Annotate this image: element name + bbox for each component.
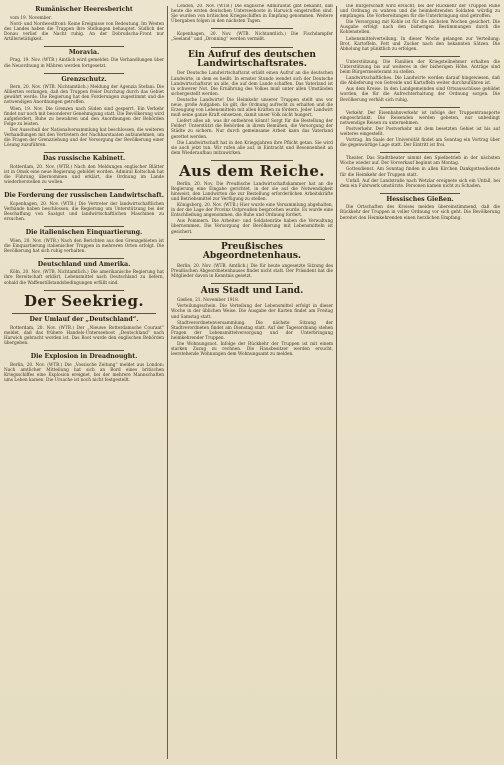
article-paragraph: Gießen, 21. November 1918.: [177, 298, 240, 304]
article-heading: Ein Aufruf des deutschen Landwirtschaftsrates.: [188, 49, 316, 69]
article-paragraph: Die Ortschaften des Kreises melden übereinstimmend, daß die Rückkehr der Truppen in voller Ordnung vor sich geht. Die Bevölkerung bereitet den Heimkehrenden einen herzlichen Empfang.: [340, 205, 500, 221]
section-divider: [380, 107, 460, 108]
article-heading: Aus Stadt und Land.: [200, 285, 304, 296]
article-paragraph: Rotterdam, 20. Nov. (WTB.) Nach den Meldungen englischer Blätter ist in Omsk eine neue Regierung gebildet worden. Admiral Koltschak hat die Führung übernommen und erklärt, die Ordnung im Lande wiederherstellen zu wollen.: [4, 164, 164, 186]
section-divider: [44, 226, 124, 227]
section-divider: [44, 258, 124, 259]
article-paragraph: Die Versorgung mit Kohle ist für die nächsten Wochen gesichert. Die Ausgabe erfolgt nach den bisherigen Bestimmungen durch die Kohlenstellen.: [340, 20, 500, 36]
article-paragraph: Vortrag. Im Saale der Universität findet am Sonntag ein Vortrag über die gegenwärtige Lage statt. Der Eintritt ist frei.: [340, 138, 500, 149]
column-rule: [336, 6, 337, 759]
section-divider: [44, 152, 124, 153]
article-heading: Die italienischen Einquartierung.: [25, 229, 143, 237]
article-heading: Der Umlauf der „Deutschland“.: [29, 316, 139, 324]
article-paragraph: Prag, 19. Nov. (WTB.) Amtlich wird gemeldet: Die Verhandlungen über die Neuordnung in Mähren werden fortgesetzt.: [4, 58, 164, 69]
article-paragraph: London, 20. Nov. (WTB.) Die englische Admiralität gibt bekannt, daß heute die ersten deutschen Unterseeboote in Harwich eingetroffen sind. Sie wurden von britischen Kriegsschiffen in Empfang genommen. Weitere Übergaben folgen in den nächsten Tagen.: [171, 4, 333, 25]
section-divider: [44, 290, 124, 291]
article: [171, 51, 333, 156]
article-paragraph: Unfall. Auf der Landstraße nach Wetzlar ereignete sich ein Unfall, bei dem ein Fuhrwerk umstürzte. Personen kamen nicht zu Schaden.: [340, 178, 500, 189]
article-paragraph: Verkehr. Der Eisenbahnverkehr ist infolge der Truppentransporte eingeschränkt. Die Reisenden werden gebeten, nur unbedingt notwendige Reisen zu unternehmen.: [340, 110, 500, 126]
section-divider: [211, 160, 293, 161]
article-heading: Rumänischer Heeresbericht: [35, 6, 133, 13]
article-paragraph: Postverkehr. Der Postverkehr mit dem besetzten Gebiet ist bis auf weiteres eingestellt.: [340, 126, 500, 137]
article-heading: Die Forderung der russischen Landwirtschaft.: [4, 192, 164, 200]
article-paragraph: Unterstützung. Die Familien der Kriegsteilnehmer erhalten die Unterstützung bis auf weiteres in der bisherigen Höhe. Anträge sind beim Bürgermeisteramt zu stellen.: [340, 59, 500, 76]
article-paragraph: vom 19. November.: [10, 15, 52, 21]
article-paragraph: Die Bürgerschaft wird ersucht, bei der Rückkehr der Truppen Ruhe und Ordnung zu wahren und die heimkehrenden Soldaten würdig zu empfangen. Die Vorbereitungen für die Unterbringung sind getroffen.: [340, 4, 500, 20]
column-rule: [167, 6, 168, 759]
column-2: [171, 4, 333, 763]
article-paragraph: Theater. Das Stadttheater nimmt den Spielbetrieb in der nächsten Woche wieder auf. Der Vorverkauf beginnt am Montag.: [340, 156, 500, 167]
article-heading: Preußisches Abgeordnetenhaus.: [202, 241, 302, 262]
section-divider: [44, 46, 124, 47]
article: [4, 230, 164, 254]
article-paragraph: Liefert alles ab, was ihr entbehren könnt! Sorgt für die Bestellung der Felder! Unterstützt die Behörden in ihrem Bemühen, die Versorgung der Städte zu sichern. Nur durch gemeinsame Arbeit kann das Vaterland gerettet werden.: [171, 119, 333, 140]
article: [340, 156, 500, 189]
article-paragraph: Berlin, 20. Nov. (WTB.) Die „Vossische Zeitung“ meldet aus London: Nach amtlicher Mitteilung hat sich an Bord eines britischen Kriegsschiffes eine Explosion ereignet, bei der mehrere Mannschaften ums Leben kamen. Die Ursache ist noch nicht festgestellt.: [4, 362, 164, 383]
article: [4, 77, 164, 149]
article: [171, 243, 333, 279]
article: [4, 262, 164, 286]
article-paragraph: Kopenhagen, 20. Nov. (WTB.) Die Vertreter der landwirtschaftlichen Verbände haben beschlossen, die Regierung um Unterstützung bei der Beschaffung von Saatgut und landwirtschaftlichen Maschinen zu ersuchen.: [4, 201, 164, 222]
section-divider: [380, 56, 460, 57]
article-paragraph: Wien, 20. Nov. (WTB.) Nach den Berichten aus den Grenzgebieten ist die Einquartierung italienischer Truppen in mehreren Orten erfolgt. Die Bevölkerung hat sich ruhig verhalten.: [4, 238, 164, 254]
article-paragraph: Die Landwirtschaft hat in den Kriegsjahren ihre Pflicht getan. Sie wird sie auch jetzt tun. Wir rufen alle auf, in Eintracht und Besonnenheit an dem Wiederaufbau mitzuwirken.: [171, 140, 333, 156]
article-paragraph: Berlin, 20. Nov. Die Preußische Landwirtschaftskammer hat an die Regierung eine Eingabe gerichtet, in der sie auf die Notwendigkeit hinweist, den Landwirten die zur Bestellung erforderlichen Arbeitskräfte und Betriebsmittel zur Verfügung zu stellen.: [171, 181, 333, 202]
column-1: [4, 4, 164, 763]
article: [171, 4, 333, 24]
column-3: [340, 4, 500, 763]
article: [171, 287, 333, 357]
article-paragraph: Verteilungsschein. Die Verteilung der Lebensmittel erfolgt in dieser Woche in der üblichen Weise. Die Ausgabe der Karten findet am Freitag und Samstag statt.: [171, 304, 333, 320]
section-divider: [12, 313, 156, 314]
article-heading: Moravia.: [68, 48, 100, 56]
article: [340, 60, 500, 103]
article-heading: Deutschland und Amerika.: [37, 260, 131, 268]
article-paragraph: Kopenhagen, 20. Nov. (WTB. Nichtamtlich.) Die Fischdampfer „Seeland“ und „Dronning“ werden vermißt.: [171, 32, 333, 43]
article: [4, 193, 164, 222]
article-paragraph: Wien, 19. Nov. Die Grenzen nach Süden sind gesperrt. Ein Verkehr findet nur noch mit besonderer Genehmigung statt. Die Bevölkerung wird aufgefordert, Ruhe zu bewahren und den Anordnungen der Behörden Folge zu leisten.: [4, 106, 164, 127]
article-paragraph: Berlin, 20. Nov. (WTB. Amtlich.) Die für heute angesetzte Sitzung des Preußischen Abgeordnetenhauses findet nicht statt. Der Präsident hat die Mitglieder davon in Kenntnis gesetzt.: [171, 263, 333, 279]
article: [4, 317, 164, 346]
article-paragraph: Gottesdienst. Am Sonntag finden in allen Kirchen Dankgottesdienste für die Heimkehr der Truppen statt.: [340, 167, 500, 178]
article-paragraph: Stadtverordnetenversammlung. Die nächste Sitzung der Stadtverordneten findet am Dienstag statt. Auf der Tagesordnung stehen Fragen der Lebensmittelversorgung und der Unterbringung heimkehrender Truppen.: [171, 320, 333, 341]
article: [171, 161, 333, 235]
article-paragraph: Aus dem Kreise. In den Landgemeinden sind Ortsausschüsse gebildet worden, die für die Aufrechterhaltung der Ordnung sorgen. Die Bevölkerung verhält sich ruhig.: [340, 87, 500, 103]
article: [4, 291, 164, 310]
article: [171, 32, 333, 42]
article-paragraph: Königsberg, 20. Nov. (WTB.) Hier wurde eine Versammlung abgehalten, in der die Lage der Provinz Ostpreußen besprochen wurde. Es wurde eine Entschließung angenommen, die Ruhe und Ordnung fordert.: [171, 203, 333, 219]
article: [4, 7, 164, 42]
article-paragraph: Landwirtschaftliches. Die Landwirte werden darauf hingewiesen, daß die Ablieferung von Getreide und Kartoffeln weiter durchzuführen ist.: [340, 76, 500, 87]
article-paragraph: Der Deutsche Landwirtschaftsrat erläßt einen Aufruf an die deutschen Landwirte, in dem es heißt: In ernster Stunde wendet sich der Deutsche Landwirtschaftsrat an alle, die auf dem Lande schaffen. Das Vaterland ist in schwerer Not. Die Ernährung des Volkes muß unter allen Umständen sichergestellt werden.: [171, 71, 333, 97]
article-heading: Die Explosion in Dreadnought.: [30, 353, 138, 361]
article: [340, 197, 500, 221]
article-paragraph: Rotterdam, 20. Nov. (WTB.) Der „Nieuwe Rotterdamsche Courant“ meldet, daß das frühere Handels-Unterseeboot „Deutschland“ nach Harwich gebracht worden ist. Das Boot wurde den englischen Behörden übergeben.: [4, 325, 164, 347]
article-paragraph: Deutsche Landwirte! Die Heimkehr unserer Truppen stellt uns vor neue, große Aufgaben. Es gilt, die Ordnung aufrecht zu erhalten und die Erzeugung von Lebensmitteln mit allen Kräften zu fördern. Jeder Landwirt muß seine ganze Kraft einsetzen, damit unser Volk nicht hungert.: [171, 97, 333, 119]
section-divider: [211, 283, 293, 284]
article-paragraph: Der Ausschuß der Nationalversammlung hat beschlossen, die weiteren Verhandlungen mit den Vertretern der Nachbarstaaten aufzunehmen, um die Fragen der Grenzziehung und der Versorgung der Bevölkerung einer Lösung zuzuführen.: [4, 127, 164, 149]
article-paragraph: Aus Pommern. Die Arbeiter- und Soldatenräte haben die Verwaltung übernommen. Die Versorgung der Bevölkerung mit Lebensmitteln ist gesichert.: [171, 219, 333, 235]
article: [4, 156, 164, 185]
section-divider: [380, 193, 460, 194]
article-heading: Das russische Kabinett.: [42, 155, 126, 163]
section-divider: [44, 189, 124, 190]
article-heading: Grenzschutz.: [61, 75, 107, 83]
article: [4, 354, 164, 383]
article: [340, 4, 500, 52]
article-paragraph: Die Wohnungsnot. Infolge der Rückkehr der Truppen ist mit einem starken Zuzug zu rechnen. Die Hausbesitzer werden ersucht, leerstehende Wohnungen dem Wohnungsamt zu melden.: [171, 341, 333, 358]
section-divider: [211, 28, 293, 29]
article-paragraph: Bern, 20. Nov. (WTB. Nichtamtlich.) Meldung der Agenzia Stefani: Die Alliierten verlangen, daß den Truppen freier Durchzug durch das Gebiet gewährt werde. Die Regierung hat den Forderungen zugestimmt und die notwendigen Anordnungen getroffen.: [4, 85, 164, 106]
article-heading: Hessisches Gießen.: [386, 195, 454, 203]
article: [4, 50, 164, 69]
section-divider: [44, 350, 124, 351]
article-paragraph: Köln, 20. Nov. (WTB. Nichtamtlich.) Die amerikanische Regierung hat ihre Bereitschaft erklärt, Lebensmittel nach Deutschland zu liefern, sobald die Waffenstillstandsbedingungen erfüllt sind.: [4, 270, 164, 286]
section-divider: [380, 152, 460, 153]
article: [340, 111, 500, 149]
section-divider: [211, 47, 293, 48]
article-heading: Der Seekrieg.: [23, 291, 145, 310]
section-divider: [179, 239, 325, 240]
article-heading: Aus dem Reiche.: [179, 161, 325, 180]
section-divider: [44, 73, 124, 74]
article-paragraph: Lebensmittelverteilung. In dieser Woche gelangen zur Verteilung: Brot, Kartoffeln, Fett und Zucker nach den bekannten Sätzen. Die Abholung hat pünktlich zu erfolgen.: [340, 36, 500, 52]
article-paragraph: Nord- und Nordwestfront: Keine Ereignisse von Bedeutung. Im Westen des Landes haben die Truppen ihre Stellungen behauptet. Südlich der Donau verlief die Nacht ruhig. An der Dobrudscha-Front nur Artillerietätigkeit.: [4, 21, 164, 42]
